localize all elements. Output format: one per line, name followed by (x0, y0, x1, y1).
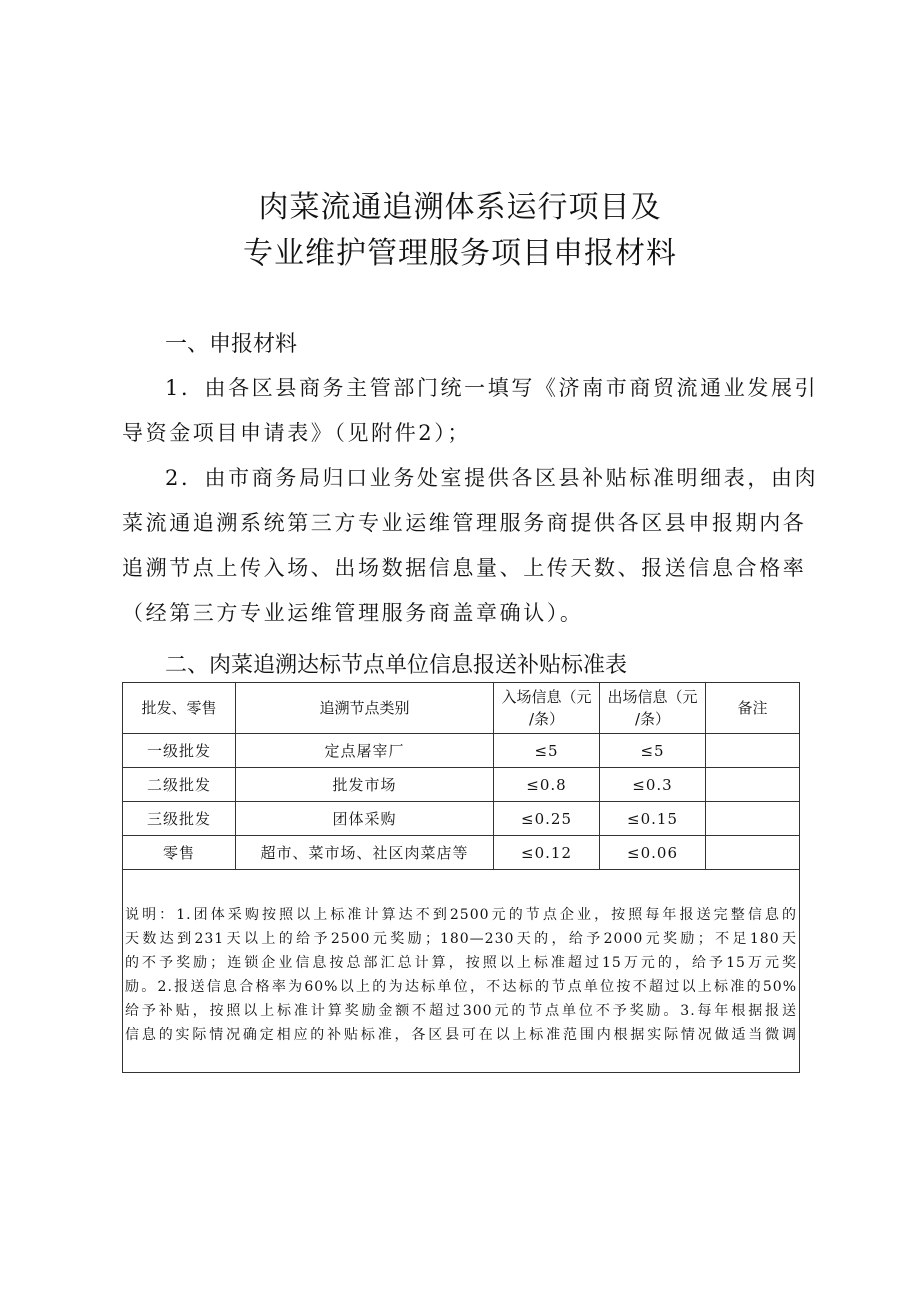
cell-level: 二级批发 (123, 768, 236, 802)
table-row (123, 734, 800, 768)
cell-note (706, 734, 800, 768)
table-header-row (123, 683, 800, 734)
header-note: 备注 (706, 683, 800, 734)
cell-note (706, 768, 800, 802)
table-row (123, 836, 800, 870)
cell-category: 批发市场 (236, 768, 494, 802)
cell-in-info: ≤0.8 (494, 768, 600, 802)
header-in-info (494, 683, 600, 734)
item-2-line-1: 2．由市商务局归口业务处室提供各区县补贴标准明细表，由肉 (165, 466, 819, 490)
note-line-4: 励。2.报送信息合格率为60%以上的为达标单位，不达标的节点单位按不超过以上标准的50% (125, 979, 797, 995)
item-2-line-4: （经第三方专业运维管理服务商盖章确认）。 (122, 601, 584, 625)
cell-out-info: ≤0.06 (600, 836, 706, 870)
cell-level: 三级批发 (123, 802, 236, 836)
note-line-5: 给予补贴，按照以上标准计算奖励金额不超过300元的节点单位不予奖励。3.每年根据报送 (125, 1003, 797, 1019)
cell-out-info: ≤0.3 (600, 768, 706, 802)
cell-level: 零售 (123, 836, 236, 870)
cell-out-info: ≤0.15 (600, 802, 706, 836)
section-1-heading: 一、申报材料 (165, 332, 298, 357)
table-row (123, 802, 800, 836)
cell-category: 定点屠宰厂 (236, 734, 494, 768)
notes-text (123, 870, 799, 1072)
header-in-info-line-1: 入场信息（元 (501, 688, 592, 706)
item-2-line-2: 菜流通追溯系统第三方专业运维管理服务商提供各区县申报期内各 (122, 511, 807, 535)
header-category: 追溯节点类别 (236, 683, 494, 734)
header-out-info-line-1: 出场信息（元 (607, 688, 698, 706)
item-1-line-1: 1．由各区县商务主管部门统一填写《济南市商贸流通业发展引 (165, 376, 819, 400)
cell-note (706, 836, 800, 870)
notes-cell (123, 870, 800, 1073)
cell-category: 团体采购 (236, 802, 494, 836)
title-line-1: 肉菜流通追溯体系运行项目及 (258, 190, 662, 225)
header-out-info (600, 683, 706, 734)
section-2-heading: 二、肉菜追溯达标节点单位信息报送补贴标准表 (165, 653, 628, 678)
cell-out-info: ≤5 (600, 734, 706, 768)
note-line-3: 的不予奖励；连锁企业信息按总部汇总计算，按照以上标准超过15万元的，给予15万元奖 (125, 955, 797, 971)
table-row (123, 768, 800, 802)
cell-in-info: ≤0.25 (494, 802, 600, 836)
table-notes-row (123, 870, 800, 1073)
cell-note (706, 802, 800, 836)
cell-in-info: ≤5 (494, 734, 600, 768)
note-line-1: 说明：1.团体采购按照以上标准计算达不到2500元的节点企业，按照每年报送完整信息的 (125, 907, 797, 923)
note-line-2: 天数达到231天以上的给予2500元奖励；180—230天的，给予2000元奖励；不足180天 (125, 931, 797, 947)
item-1-line-2: 导资金项目申请表》（见附件2）； (122, 421, 471, 445)
header-out-info-line-2: /条） (634, 710, 671, 728)
cell-category: 超市、菜市场、社区肉菜店等 (236, 836, 494, 870)
header-level: 批发、零售 (123, 683, 236, 734)
cell-level: 一级批发 (123, 734, 236, 768)
cell-in-info: ≤0.12 (494, 836, 600, 870)
subsidy-standard-table (122, 682, 800, 1073)
item-2-line-3: 追溯节点上传入场、出场数据信息量、上传天数、报送信息合格率 (122, 556, 807, 580)
title-line-2: 专业维护管理服务项目申报材料 (243, 236, 677, 271)
note-line-6: 信息的实际情况确定相应的补贴标准，各区县可在以上标准范围内根据实际情况做适当微调 (125, 1027, 797, 1043)
header-in-info-line-2: /条） (528, 710, 565, 728)
